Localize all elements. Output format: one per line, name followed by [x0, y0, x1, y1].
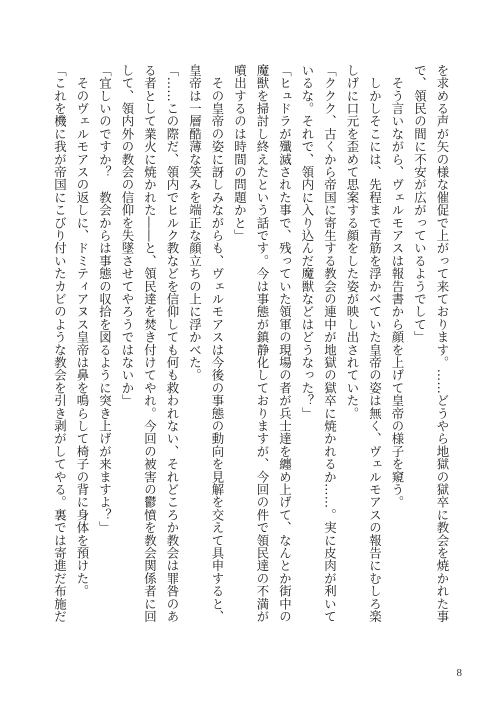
text-line: いるな。それで、領内に入り込んだ魔獣などはどうなった？」 — [300, 64, 315, 420]
text-line: そう言いながら、ヴェルモアスは報告書から顔を上げて皇帝の様子を窺う。 — [390, 64, 405, 509]
text-line: 「ヒュドラが殲滅された事で、残っていた領軍の現場の者が兵士達を纏め上げて、なんとか街中の — [277, 64, 293, 623]
text-line: 「ククク、古くから帝国に寄生する教会の連中が地獄の獄卒に焼かれるか……。実に皮肉が利いて — [322, 64, 338, 623]
text-line: で、領民の間に不安が広がっているようでして」 — [412, 64, 428, 344]
text-line: しかしそこには、先程まで青筋を浮かべていた皇帝の姿は無く、ヴェルモアスの報告にむしろ楽 — [367, 64, 383, 623]
text-line: を求める声が矢の様な催促で上がって来ております。……どうやら地獄の獄卒に教会を焼かれた事 — [435, 64, 450, 623]
text-line: そのヴェルモアスの返しに、ドミティアヌス皇帝は鼻を鳴らして椅子の背に身体を預けた。 — [75, 64, 90, 598]
vertical-body-text — [43, 64, 453, 654]
page-number: 8 — [456, 667, 462, 679]
text-line: 魔獣を掃討し終えたという話です。今は事態が鎮静化しておりますが、今回の件で領民達の不満が — [255, 64, 270, 623]
text-line: 噴出するのは時間の問題かと」 — [232, 64, 248, 242]
text-line: して、領内外の教会の信仰を失墜させてやろうではないか」 — [120, 64, 135, 407]
text-line: その皇帝の姿に訝しみながらも、ヴェルモアスは今後の事態の動向を見解を交えて具申すると、 — [210, 64, 225, 623]
text-line: 「これを機に我が帝国にこびり付いたカビのような教会を引き剥がしてやる。裏では寄進だ布施だ — [52, 64, 68, 623]
text-line: しげに口元を歪めて思案する顔をした姿が映し出されていた。 — [345, 64, 360, 420]
text-line: 「……この際だ、領内でヒルク教などを信仰しても何も救われない、それどころか教会は罪咎のあ — [165, 64, 180, 623]
text-line: 皇帝は一層酷薄な笑みを端正な顔立ちの上に浮かべた。 — [187, 64, 203, 382]
text-line: 「宜しいのですか？ 教会からは事態の収拾を図るように突き上げが来ますよ？」 — [97, 64, 113, 534]
text-line: る者として業火に焼かれた――と、領民達を焚き付けてやれ。今回の被害の鬱憤を教会関係者に回 — [142, 64, 158, 623]
